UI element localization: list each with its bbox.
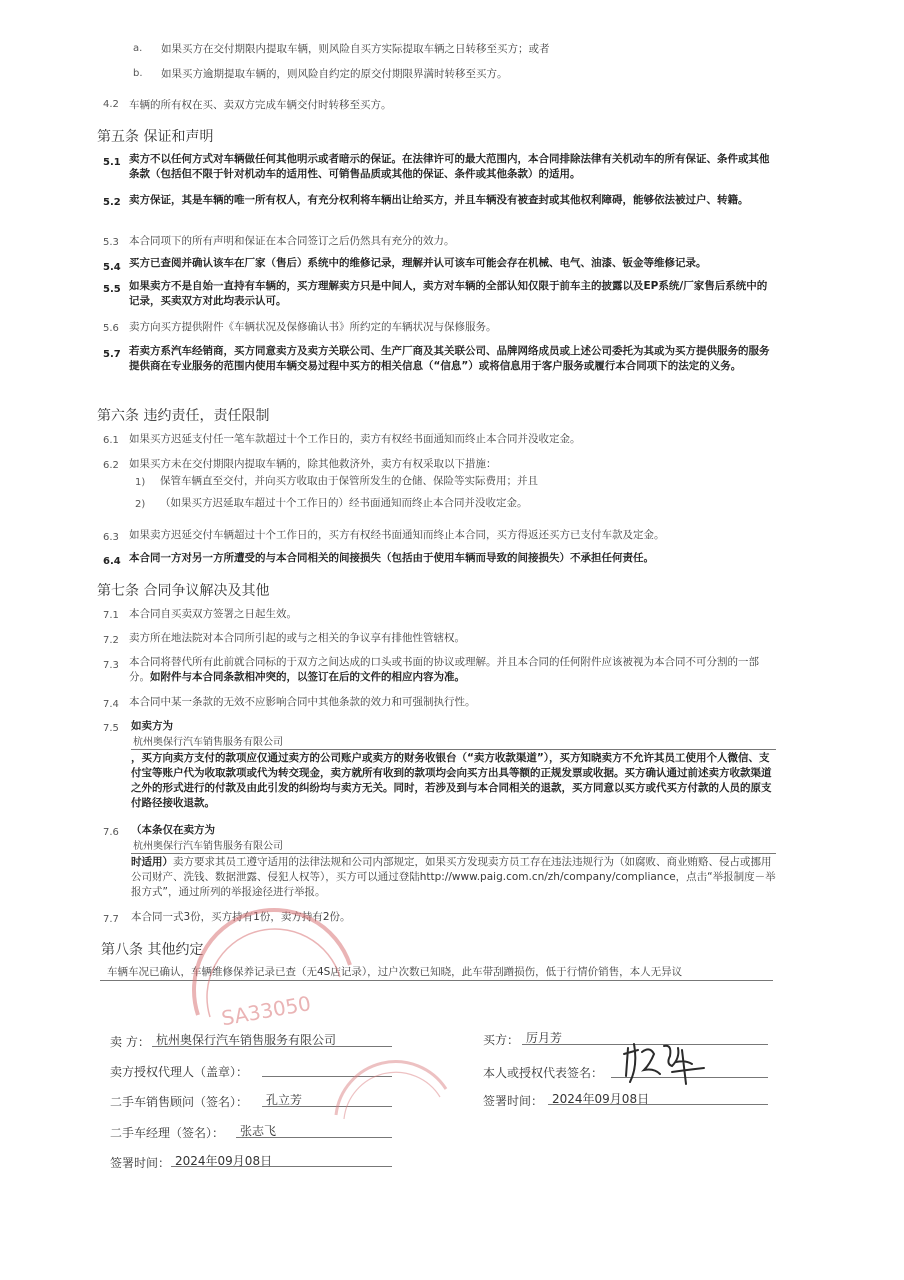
clause-text: 如果卖方不是自始一直持有车辆的，买方理解卖方只是中间人，卖方对车辆的全部认知仅限于前车主的披露以及EP系统/厂家售后系统中的记录，买卖双方对此均表示认可。 <box>129 280 768 307</box>
company-seal-lower <box>330 1055 450 1125</box>
clause-text: 卖方不以任何方式对车辆做任何其他明示或者暗示的保证。在法律许可的最大范围内，本合同排除法律有关机动车的所有保证、条件或其他条款（包括但不限于针对机动车的适用性、可销售品质或其他的保证、条件或其他条款）的适用。 <box>129 153 770 180</box>
clause-text-bold: 时适用） <box>131 856 173 868</box>
section-8-heading: 第八条 其他约定 <box>101 942 204 958</box>
clause-text: ，买方向卖方支付的款项应仅通过卖方的公司账户或卖方的财务收银台（“卖方收款渠道”），买方知晓卖方不允许其员工使用个人微信、支付宝等账户代为收取款项或代为转交现金，卖方就所有收到的款项均会向买方出具等额的正规发票或收据。买方确认通过前述卖方收款渠道之外的形式进行的付款及由此引发的纠纷均与卖方无关。同时，若涉及到与本合同相关的退款，买方同意以买方或代买方付款的人员的原支付路径接收退款。 <box>131 752 772 809</box>
sub-item-text: 保管车辆直至交付，并向买方收取由于保管所发生的仓储、保险等实际费用；并且 <box>160 475 538 487</box>
clause-number: 7.1 <box>103 610 119 621</box>
seller-agent-label: 卖方授权代理人（盖章）： <box>110 1065 249 1079</box>
buyer-date-label: 签署时间： <box>483 1094 544 1108</box>
advisor-label: 二手车销售顾问（签名）： <box>110 1095 249 1109</box>
item-a-text: 如果买方在交付期限内提取车辆，则风险自买方实际提取车辆之日转移至买方；或者 <box>161 43 550 55</box>
clause-number: 5.7 <box>103 349 121 360</box>
clause-number: 7.2 <box>103 635 119 646</box>
buyer-handwritten-signature <box>620 1040 710 1088</box>
clause-text: 本合同自买卖双方签署之日起生效。 <box>129 608 297 620</box>
fill-line <box>236 1137 392 1138</box>
clause-text: 如果卖方迟延交付车辆超过十个工作日的，买方有权经书面通知而终止本合同，买方得返还买方已支付车款及定金。 <box>129 529 665 541</box>
advisor-value: 孔立芳 <box>266 1093 303 1107</box>
clause-text <box>131 855 776 900</box>
clause-number: 7.6 <box>103 827 119 838</box>
item-b-text: 如果买方逾期提取车辆的，则风险自约定的原交付期限界满时转移至买方。 <box>161 68 508 80</box>
clause-number: 7.3 <box>103 660 119 671</box>
seller-label: 卖 方： <box>110 1035 150 1049</box>
clause-text: 卖方向买方提供附件《车辆状况及保修确认书》所约定的车辆状况与保修服务。 <box>129 321 497 333</box>
clause-number: 5.2 <box>103 197 121 208</box>
clause-number: 7.4 <box>103 699 119 710</box>
clause-text: 车辆的所有权在买、卖双方完成车辆交付时转移至买方。 <box>129 99 392 111</box>
clause-number: 7.5 <box>103 723 119 734</box>
clause-text: 本合同中某一条款的无效不应影响合同中其他条款的效力和可强制执行性。 <box>129 696 476 708</box>
company-seal <box>180 905 360 1035</box>
clause-number: 6.2 <box>103 460 119 471</box>
section-7-heading: 第七条 合同争议解决及其他 <box>97 583 270 599</box>
other-agreement-text: 车辆车况已确认，车辆维修保养记录已查（无4S店记录），过户次数已知晓，此车带刮蹭损伤，低于行情价销售，本人无异议 <box>107 966 683 978</box>
clause-number: 5.4 <box>103 262 121 273</box>
seller-date-label: 签署时间： <box>110 1156 171 1170</box>
sub-item-number: 2) <box>135 499 146 510</box>
buyer-label: 买方： <box>483 1033 520 1047</box>
clause-number: 7.7 <box>103 914 119 925</box>
buyer-value: 厉月芳 <box>526 1031 563 1045</box>
clause-number: 4.2 <box>103 99 119 110</box>
clause-number: 5.3 <box>103 237 119 248</box>
clause-text <box>129 655 774 685</box>
item-a-label: a. <box>133 43 143 54</box>
clause-text: 本合同一方对另一方所遭受的与本合同相关的间接损失（包括由于使用车辆而导致的间接损失）不承担任何责任。 <box>129 552 654 564</box>
seller-value: 杭州奥保行汽车销售服务有限公司 <box>156 1033 337 1047</box>
manager-label: 二手车经理（签名）： <box>110 1126 225 1140</box>
clause-text: 若卖方系汽车经销商，买方同意卖方及卖方关联公司、生产厂商及其关联公司、品牌网络成员或上述公司委托为其或为买方提供服务的服务提供商在专业服务的范围内使用车辆交易过程中买方的相关信息（“信息”）或将信息用于客户服务或履行本合同项下的法定的义务。 <box>129 345 770 372</box>
buyer-rep-label: 本人或授权代表签名： <box>483 1066 604 1080</box>
sub-item-text: （如果买方迟延取车超过十个工作日的）经书面通知而终止本合同并没收定金。 <box>160 497 528 509</box>
manager-value: 张志飞 <box>240 1124 277 1138</box>
clause-text: 如果买方未在交付期限内提取车辆的，除其他救济外，卖方有权采取以下措施： <box>129 458 497 470</box>
section-5-heading: 第五条 保证和声明 <box>97 129 214 145</box>
fill-line <box>131 749 776 750</box>
sub-item-number: 1) <box>135 477 146 488</box>
clause-number: 5.5 <box>103 284 121 295</box>
seller-company-fill: 杭州奥保行汽车销售服务有限公司 <box>133 737 283 748</box>
fill-line <box>152 1046 392 1047</box>
clause-number: 5.6 <box>103 323 119 334</box>
seller-company-fill: 杭州奥保行汽车销售服务有限公司 <box>133 841 283 852</box>
fill-line <box>548 1104 768 1105</box>
clause-text: 本合同项下的所有声明和保证在本合同签订之后仍然具有充分的效力。 <box>129 235 455 247</box>
clause-number: 6.1 <box>103 435 119 446</box>
clause-heading: 如卖方为 <box>131 720 173 732</box>
fill-line <box>131 853 776 854</box>
clause-text-part: 本合同将替代所有此前就合同标的于双方之间达成的口头或书面的协议或理解。并且本合同的任何附件应该被视为本合同不可分割的一部分。 <box>129 656 759 683</box>
clause-text: 如果买方迟延支付任一笔车款超过十个工作日的，卖方有权经书面通知而终止本合同并没收定金。 <box>129 433 581 445</box>
clause-text-bold: 如附件与本合同条款相冲突的，以签订在后的文件的相应内容为准。 <box>150 671 465 683</box>
clause-text: 买方已查阅并确认该车在厂家（售后）系统中的维修记录，理解并认可该车可能会存在机械、电气、油漆、钣金等维修记录。 <box>129 257 707 269</box>
section-6-heading: 第六条 违约责任，责任限制 <box>97 408 270 424</box>
buyer-date-value: 2024年09月08日 <box>552 1092 650 1106</box>
clause-text-part: 卖方要求其员工遵守适用的法律法规和公司内部规定，如果买方发现卖方员工存在违法违规行为（如腐败、商业贿赂、侵占或挪用公司财产、洗钱、数据泄露、侵犯人权等），买方可以通过登陆http://www.paig.com.cn/zh/company/compliance，点击“举报制度－举报方式”，通过所列的举报途径进行举报。 <box>131 856 776 898</box>
clause-text: 本合同一式3份，买方持有1份，卖方持有2份。 <box>131 911 351 923</box>
clause-text: 卖方所在地法院对本合同所引起的或与之相关的争议享有排他性管辖权。 <box>129 632 465 644</box>
clause-heading: （本条仅在卖方为 <box>131 824 215 836</box>
clause-number: 6.4 <box>103 556 121 567</box>
item-b-label: b. <box>133 68 143 79</box>
seal-code: SA33050 <box>219 991 313 1031</box>
clause-number: 5.1 <box>103 157 121 168</box>
clause-number: 6.3 <box>103 532 119 543</box>
fill-line <box>171 1166 392 1167</box>
clause-text: 卖方保证，其是车辆的唯一所有权人，有充分权利将车辆出让给买方，并且车辆没有被查封或其他权利障碍，能够依法被过户、转籍。 <box>129 194 749 206</box>
seller-date-value: 2024年09月08日 <box>175 1154 273 1168</box>
